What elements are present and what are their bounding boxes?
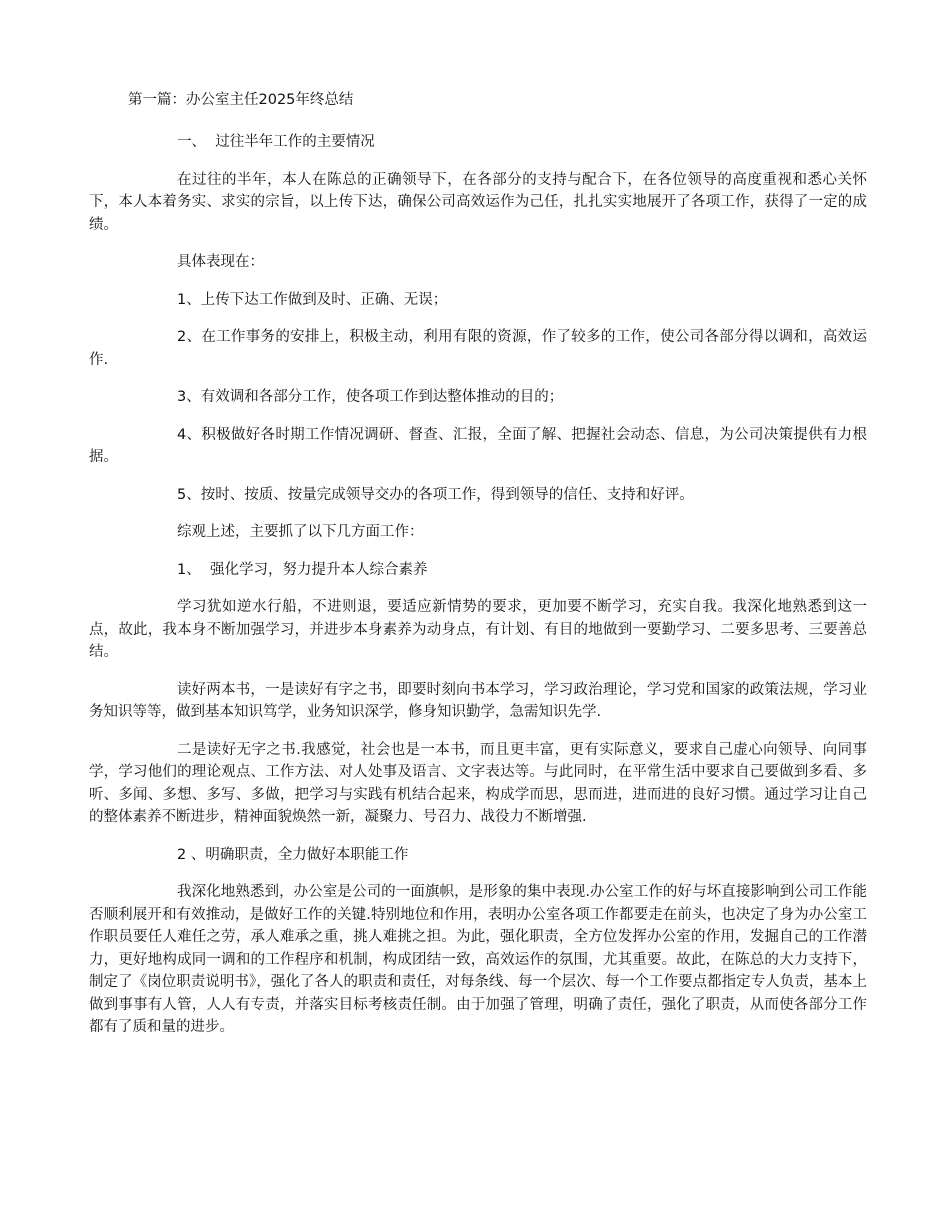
paragraph: 二是读好无字之书.我感觉，社会也是一本书，而且更丰富，更有实际意义，要求自己虚心向领导、向同事学，学习他们的理论观点、工作方法、对人处事及语言、文字表达等。与此同时，在平常生活中要求自己要做到多看、多听、多闻、多想、多写、多做，把学习与实践有机结合起来，构成学而思，思而进，进而进的良好习惯。通过学习让自己的整体素养不断进步，精神面貌焕然一新，凝聚力、号召力、战役力不断增强. [89,741,867,825]
paragraph: 学习犹如逆水行船，不进则退，要适应新情势的要求，更加要不断学习，充实自我。我深化地熟悉到这一点，故此，我本身不断加强学习，并进步本身素养为动身点，有计划、有目的地做到一要勤学习、二要多思考、三要善总结。 [89,599,867,660]
section-heading: 2 、明确职责，全力做好本职能工作 [177,846,409,863]
section-heading: 一、 过往半年工作的主要情况 [177,134,375,150]
list-item: 2、在工作事务的安排上，积极主动，利用有限的资源，作了较多的工作，使公司各部分得以调和，高效运作. [89,329,867,368]
list-item: 5、按时、按质、按量完成领导交办的各项工作，得到领导的信任、支持和好评。 [177,486,694,503]
paragraph: 综观上述，主要抓了以下几方面工作： [177,524,424,540]
document-body [89,131,867,1054]
list-item: 3、有效调和各部分工作，使各项工作到达整体推动的目的； [177,389,564,405]
paragraph: 具体表现在： [177,254,264,270]
list-item: 4、积极做好各时期工作情况调研、督查、汇报，全面了解、把握社会动态、信息，为公司决策提供有力根据。 [89,426,867,465]
paragraph: 我深化地熟悉到，办公室是公司的一面旗帜，是形象的集中表现.办公室工作的好与坏直接影响到公司工作能否顺利展开和有效推动，是做好工作的关键.特别地位和作用，表明办公室各项工作都要走在前头，也决定了身为办公室工作职员要任人难任之劳，承人难承之重，挑人难挑之担。为此，强化职责，全方位发挥办公室的作用，发掘自己的工作潜力，更好地构成同一调和的工作程序和机制，构成团结一致，高效运作的氛围，尤其重要。故此，在陈总的大力支持下，制定了《岗位职责说明书》，强化了各人的职责和责任，对每条线、每一个层次、每一个工作要点都指定专人负责，基本上做到事事有人管，人人有专责，并落实目标考核责任制。由于加强了管理，明确了责任，强化了职责，从而使各部分工作都有了质和量的进步。 [89,884,867,1035]
paragraph: 在过往的半年，本人在陈总的正确领导下，在各部分的支持与配合下，在各位领导的高度重视和悉心关怀下，本人本着务实、求实的宗旨，以上传下达，确保公司高效运作为己任，扎扎实实地展开了各项工作，获得了一定的成绩。 [89,171,867,233]
list-item: 1、上传下达工作做到及时、正确、无误； [177,291,448,308]
section-heading: 1、 强化学习，努力提升本人综合素养 [177,561,428,578]
paragraph: 读好两本书，一是读好有字之书，即要时刻向书本学习，学习政治理论，学习党和国家的政策法规，学习业务知识等等，做到基本知识笃学，业务知识深学，修身知识勤学，急需知识先学. [89,681,867,720]
document-title: 第一篇：办公室主任2025年终总结 [128,92,354,108]
